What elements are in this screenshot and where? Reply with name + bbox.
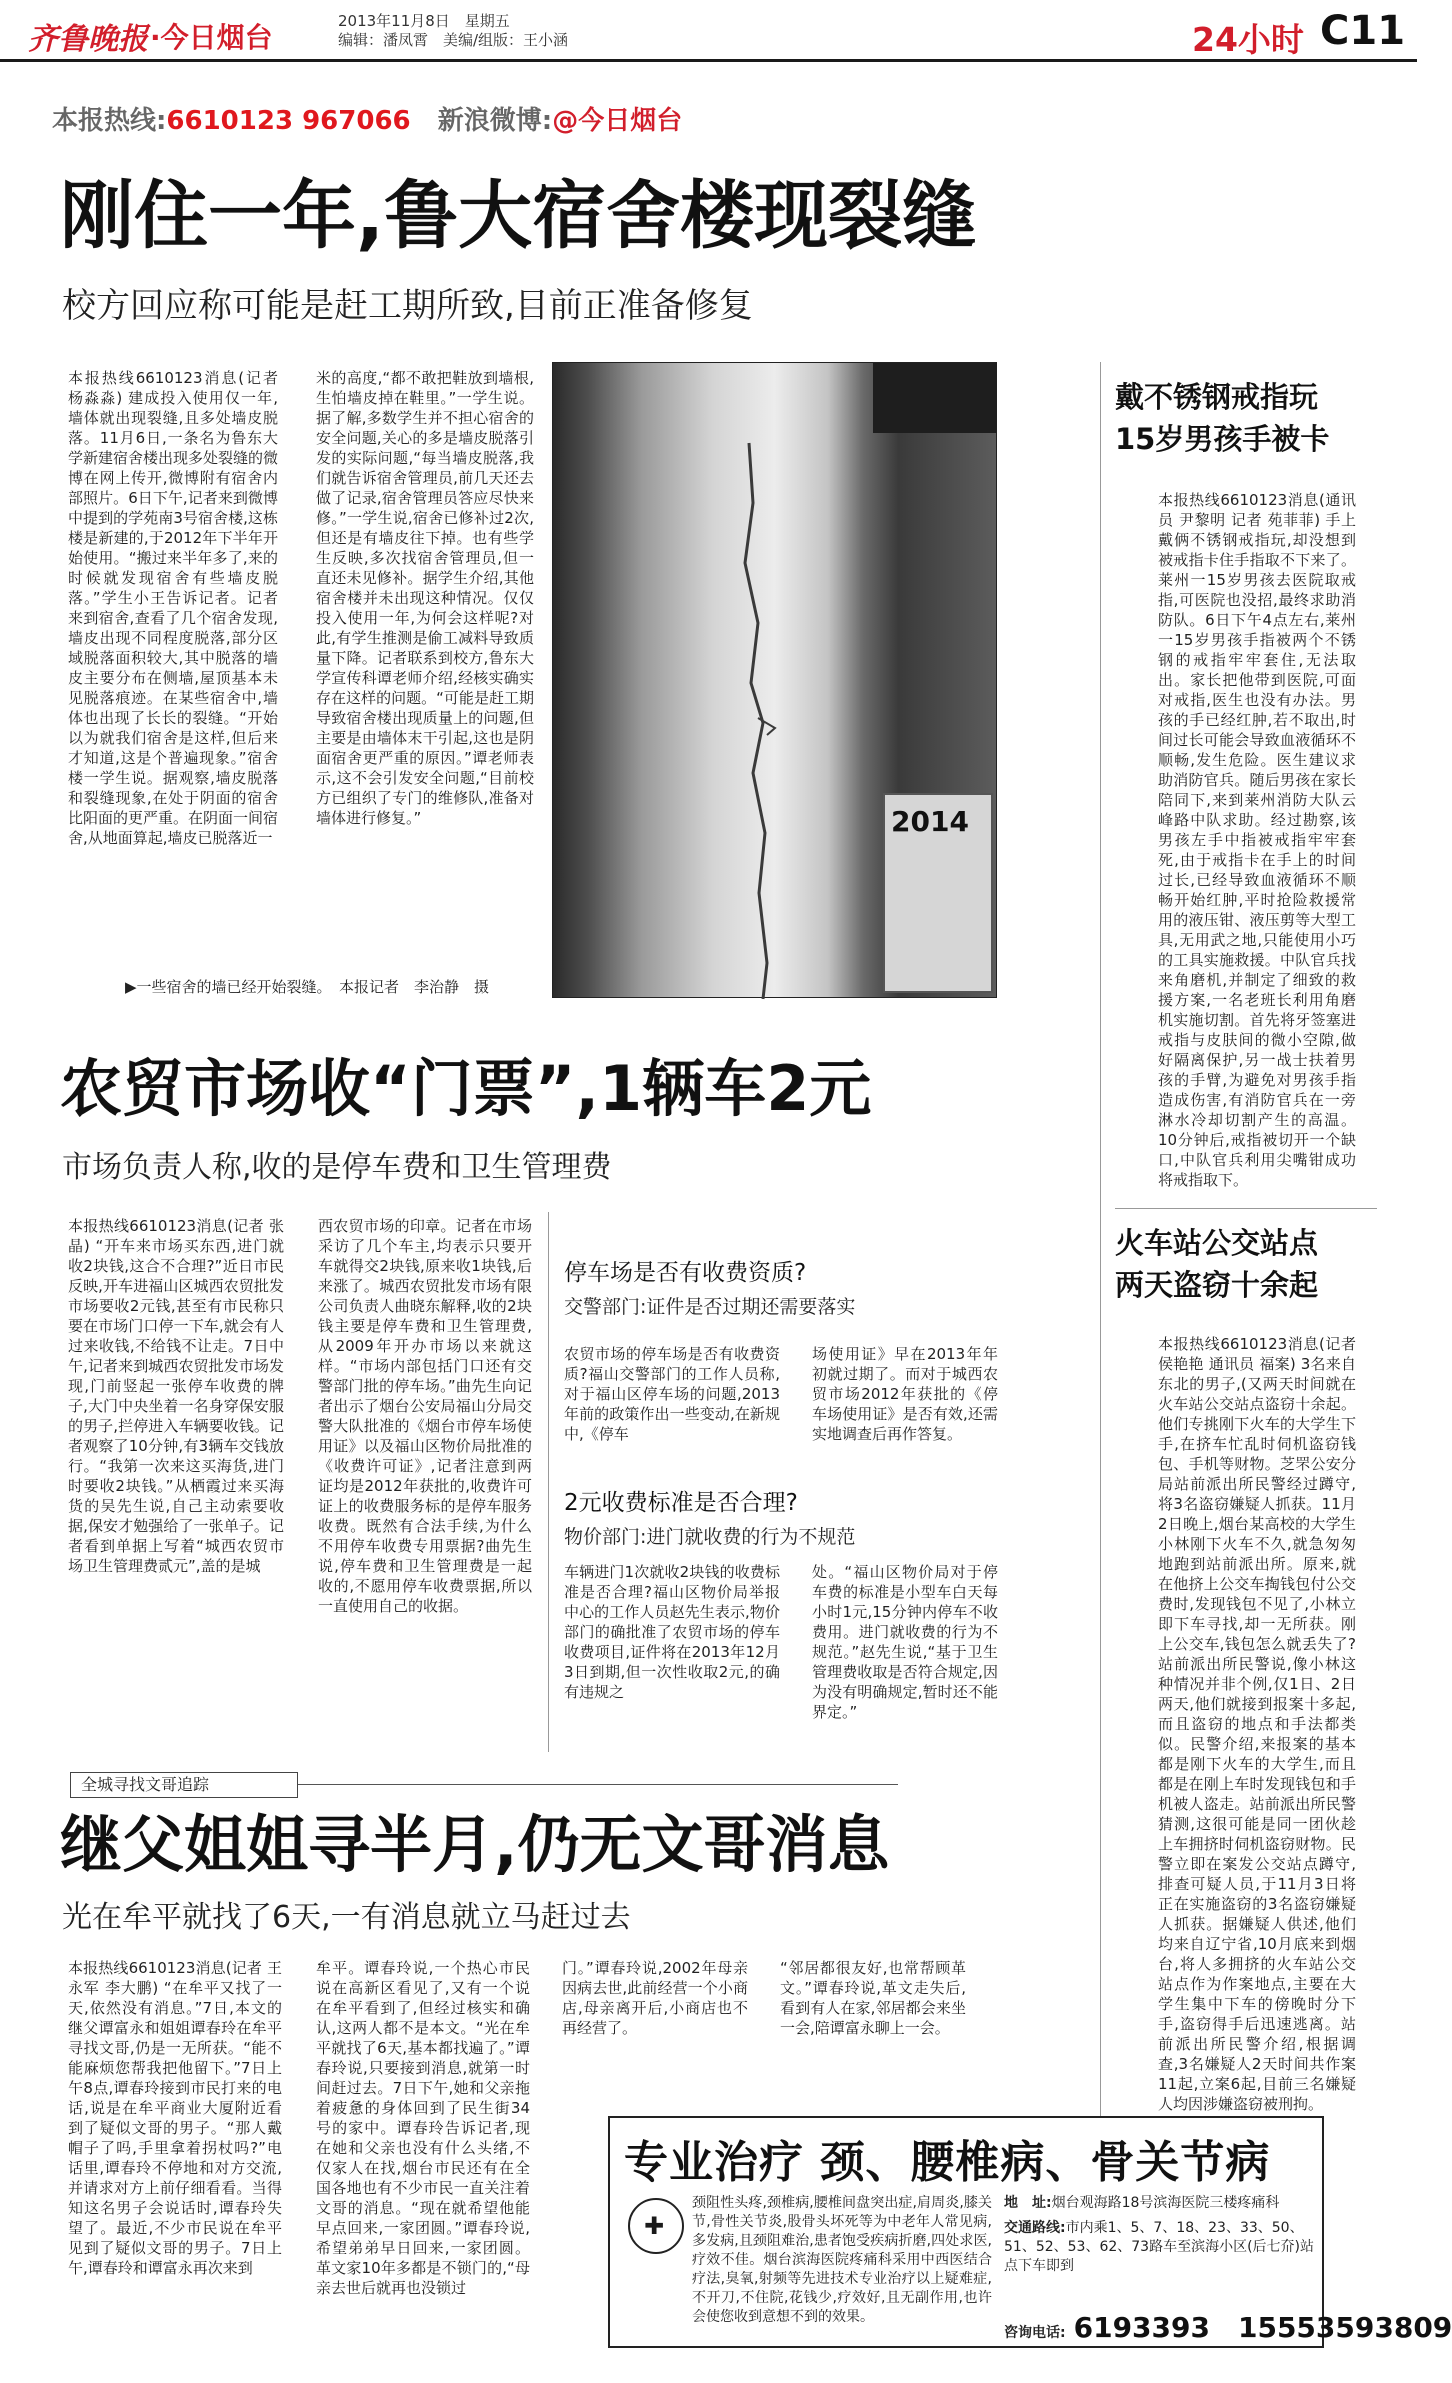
ad-description: 颈阻性头疼,颈椎病,腰椎间盘突出症,肩周炎,膝关节,骨性关节炎,股骨头坏死等为中老年人常见病,多发病,且颈阻难治,患者饱受疾病折磨,四处求医,疗效不佳。烟台滨海医院疼痛科采用中西医结合疗法,臭氧,射频等先进技术专业治疗以上疑难症,不开刀,不住院,花钱少,疗效好,且无副作用,也许会使您收到意想不到的效果。 <box>692 2195 992 2325</box>
hotline-numbers: 6610123 967066 <box>166 106 411 136</box>
ad-address: 烟台观海路18号滨海医院三楼疼痛科 <box>1051 2195 1280 2211</box>
page-number: C11 <box>1320 8 1406 54</box>
story2-side2-col1: 车辆进门1次就收2块钱的收费标准是否合理?福山区物价局举报中心的工作人员赵先生表示,物价部门的确批准了农贸市场的停车收费项目,证件将在2013年12月3日到期,但一次性收取2元,的确有违规之 <box>564 1563 780 1701</box>
story2-headline: 农贸市场收“门票”,1辆车2元 <box>60 1052 872 1125</box>
story2-side1-sub: 交警部门:证件是否过期还需要落实 <box>564 1296 856 1318</box>
story3-col1: 本报热线6610123消息(记者 王永军 李大鹏) “在牟平又找了一天,依然没有消息。”7日,本文的继父谭富永和姐姐谭春玲在牟平寻找文哥,仍是一无所获。“能不能麻烦您帮我把他留下。”7日上午8点,谭春玲接到市民打来的电话,说是在牟平商业大厦附近看到了疑似文哥的男子。“那人戴帽子了吗,手里拿着拐杖吗?”电话里,谭春玲不停地和对方交流,并请求对方上前仔细看看。当得知这名男子会说话时,谭春玲失望了。最近,不少市民说在牟平见到了疑似文哥的男子。7日上午,谭春玲和谭富永再次来到 <box>68 1959 282 2277</box>
story2-side1-col1: 农贸市场的停车场是否有收费资质?福山交警部门的工作人员称,对于福山区停车场的问题,2013年前的政策作出一些变动,在新规中,《停车 <box>564 1345 780 1443</box>
story1-photo-caption: ▶一些宿舍的墙已经开始裂缝。 本报记者 李治静 摄 <box>125 978 490 996</box>
ad-route: 市内乘1、5、7、18、23、33、50、51、52、53、62、73路车至滨海小区(后七夼)站点下车即到 <box>1004 2220 1314 2274</box>
staff-credits: 编辑：潘凤霄 美编/组版：王小涵 <box>338 31 569 49</box>
sidebar-divider <box>1115 1208 1377 1209</box>
story3-kicker: 全城寻找文哥追踪 <box>70 1772 298 1798</box>
ad-phone-numbers: 6193393 15553593809 <box>1073 2311 1452 2344</box>
story1-headline: 刚住一年,鲁大宿舍楼现裂缝 <box>60 173 977 259</box>
masthead-meta <box>338 12 568 50</box>
ad-route-label: 交通路线: <box>1004 2220 1066 2236</box>
story1-subhead: 校方回应称可能是赶工期所致,目前正准备修复 <box>62 286 753 326</box>
story2-side2-sub: 物价部门:进门就收费的行为不规范 <box>564 1526 856 1548</box>
section-name: ·今日烟台 <box>150 21 273 54</box>
story2-side2-title: 2元收费标准是否合理? <box>564 1490 798 1516</box>
hotline-label: 本报热线: <box>52 106 167 136</box>
ad-address-label: 地 址: <box>1004 2195 1052 2211</box>
sidebar1-title-line2: 15岁男孩手被卡 <box>1115 422 1330 456</box>
ad-contact-info <box>1004 2194 1316 2276</box>
sidebar-rule <box>1100 362 1101 2122</box>
dorm-wall-crack-photo <box>552 362 997 998</box>
weibo-label: 新浪微博: <box>437 106 553 136</box>
ad-phone-row <box>1004 2306 1452 2346</box>
hotline-bar <box>52 100 682 137</box>
masthead <box>0 0 1417 62</box>
story2-side1-title: 停车场是否有收费资质? <box>564 1260 807 1286</box>
story3-subhead: 光在牟平就找了6天,一有消息就立马赶过去 <box>62 1900 631 1935</box>
sidebar1-title-line1: 戴不锈钢戒指玩 <box>1115 380 1319 414</box>
story1-col1: 本报热线6610123消息(记者 杨淼淼) 建成投入使用仅一年,墙体就出现裂缝,且多处墙皮脱落。11月6日,一条名为鲁东大学新建宿舍楼出现多处裂缝的微博在网上传开,微博附有宿舍内部照片。6日下午,记者来到微博中提到的学苑南3号宿舍楼,这栋楼是新建的,于2012年下半年开始使用。“搬过来半年多了,来的时候就发现宿舍有些墙皮脱落。”学生小王告诉记者。记者来到宿舍,查看了几个宿舍发现,墙皮出现不同程度脱落,部分区域脱落面积较大,其中脱落的墙皮主要分布在侧墙,屋顶基本未见脱落痕迹。在某些宿舍中,墙体也出现了长长的裂缝。“开始以为就我们宿舍是这样,但后来才知道,这是个普遍现象。”宿舍楼一学生说。据观察,墙皮脱落和裂缝现象,在处于阴面的宿舍比阳面的更严重。在阴面一间宿舍,从地面算起,墙皮已脱落近一 <box>68 369 279 847</box>
story1-col2: 米的高度,“都不敢把鞋放到墙根,生怕墙皮掉在鞋里。”一学生说。据了解,多数学生并不担心宿舍的安全问题,关心的多是墙皮脱落引发的实际问题,“每当墙皮脱落,我们就告诉宿舍管理员,前几天还去做了记录,宿舍管理员答应尽快来修。”一学生说,宿舍已修补过2次,但还是有墙皮往下掉。也有些学生反映,多次找宿舍管理员,但一直还未见修补。据学生介绍,其他宿舍楼并未出现这种情况。仅仅投入使用一年,为何会这样呢?对此,有学生推测是偷工减料导致质量下降。记者联系到校方,鲁东大学宣传科谭老师介绍,经核实确实存在这样的问题。“可能是赶工期导致宿舍楼出现质量上的问题,但主要是由墙体末干引起,这也是阴面宿舍更严重的原因。”谭老师表示,这不会引发安全问题,“目前校方已组织了专门的维修队,准备对墙体进行修复。” <box>316 369 534 827</box>
issue-date: 2013年11月8日 星期五 <box>338 12 510 30</box>
wall-calendar <box>883 793 993 993</box>
sidebar1-body: 本报热线6610123消息(通讯员 尹黎明 记者 苑菲菲) 手上戴俩不锈钢戒指玩,却没想到被戒指卡住手指取不下来了。莱州一15岁男孩去医院取戒指,可医院也没招,最终求助消防队。6日下午4点左右,莱州一15岁男孩手指被两个不锈钢的戒指牢牢套住,无法取出。家长把他带到医院,可面对戒指,医生也没有办法。男孩的手已经红肿,若不取出,时间过长可能会导致血液循环不顺畅,发生危险。医生建议求助消防官兵。随后男孩在家长陪同下,来到莱州消防大队云峰路中队求助。经过勘察,该男孩左手中指被戒指牢牢套死,由于戒指卡在手上的时间过长,已经导致血液循环不顺畅开始红肿,平时抢险救援常用的液压钳、液压剪等大型工具,无用武之地,只能使用小巧的工具实施救援。中队官兵找来角磨机,并制定了细致的救援方案,一名老班长利用角磨机实施切割。首先将牙签塞进戒指与皮肤间的微小空隙,做好隔离保护,另一战士扶着男孩的手臂,为避免对男孩手指造成伤害,有消防官兵在一旁淋水冷却切割产生的高温。10分钟后,戒指被切开一个缺口,中队官兵利用尖嘴钳成功将戒指取下。 <box>1158 491 1356 1189</box>
calendar-year: 2014 <box>891 805 969 838</box>
hospital-logo-icon: ✚ <box>628 2198 684 2254</box>
story2-col2: 西农贸市场的印章。记者在市场采访了几个车主,均表示只要开车就得交2块钱,原来收1块钱,后来涨了。城西农贸批发市场有限公司负责人曲晓东解释,收的2块钱主要是停车费和卫生管理费,从2009年开办市场以来就这样。“市场内部包括门口还有交警部门批的停车场。”曲先生向记者出示了烟台公安局福山分局交警大队批准的《烟台市停车场使用证》以及福山区物价局批准的《收费许可证》,记者注意到两证均是2012年获批的,收费许可证上的收费服务标的是停车服务收费。既然有合法手续,为什么不用停车收费专用票据?曲先生说,停车费和卫生管理费是一起收的,不愿用停车收费票据,所以一直使用自己的收据。 <box>318 1217 532 1615</box>
story2-column-divider <box>548 1212 549 1752</box>
story3-col3: 门。”谭春玲说,2002年母亲因病去世,此前经营一个小商店,母亲离开后,小商店也不再经营了。 <box>562 1959 748 2037</box>
story3-col2: 牟平。谭春玲说,一个热心市民说在高新区看见了,又有一个说在牟平看到了,但经过核实和确认,这两人都不是本文。“光在牟平就找了6天,基本都找遍了。”谭春玲说,只要接到消息,就第一时间赶过去。7日下午,她和父亲拖着疲惫的身体回到了民生街34号的家中。谭春玲告诉记者,现在她和父亲也没有什么头绪,不仅家人在找,烟台市民还有在全国各地也有不少市民一直关注着文哥的消息。“现在就希望他能早点回来,一家团圆。”谭春玲说,希望弟弟早日回来,一家团圆。革文家10年多都是不锁门的,“母亲去世后就再也没锁过 <box>316 1959 530 2297</box>
story2-side2-col2: 处。“福山区物价局对于停车费的标准是小型车白天每小时1元,15分钟内停车不收费用。进门就收费的行为不规范。”赵先生说,“基于卫生管理费收取是否符合规定,因为没有明确规定,暂时还不能界定。” <box>812 1563 998 1721</box>
ad-phone-label: 咨询电话: <box>1004 2325 1066 2341</box>
section-right-label: 24小时 <box>1192 20 1304 59</box>
story2-side1-col2: 场使用证》早在2013年年初就过期了。而对于城西农贸市场2012年获批的《停车场使用证》是否有效,还需实地调查后再作答复。 <box>812 1345 998 1443</box>
newspaper-logo: 齐鲁晚报 <box>28 22 148 57</box>
story3-headline: 继父姐姐寻半月,仍无文哥消息 <box>60 1808 890 1881</box>
sidebar2-title-line1: 火车站公交站点 <box>1115 1226 1319 1260</box>
sidebar2-body: 本报热线6610123消息(记者 侯艳艳 通讯员 福案) 3名来自东北的男子,(又两天时间就在火车站公交站点盗窃十余起。他们专挑刚下火车的大学生下手,在挤车忙乱时伺机盗窃钱包、手机等财物。芝罘公安分局站前派出所民警经过蹲守,将3名盗窃嫌疑人抓获。11月2日晚上,烟台某高校的大学生小林刚下火车不久,就急匆匆地跑到站前派出所。原来,就在他挤上公交车掏钱包付公交费时,发现钱包不见了,小林立即下车寻找,却一无所获。刚上公交车,钱包怎么就丢失了?站前派出所民警说,像小林这种情况并非个例,仅1日、2日两天,他们就接到报案十多起,而且盗窃的地点和手法都类似。民警介绍,来报案的基本都是刚下火车的大学生,而且都是在刚上车时发现钱包和手机被人盗走。站前派出所民警猜测,这很可能是同一团伙趁上车拥挤时伺机盗窃财物。民警立即在案发公交站点蹲守,排查可疑人员,于11月3日将正在实施盗窃的3名盗窃嫌疑人抓获。据嫌疑人供述,他们均来自辽宁省,10月底来到烟台,将人多拥挤的火车站公交站点作为作案地点,主要在大学生集中下车的傍晚时分下手,盗窃得手后迅速逃离。站前派出所民警介绍,根据调查,3名嫌疑人2天时间共作案11起,立案6起,目前三名嫌疑人均因涉嫌盗窃被刑拘。 <box>1158 1335 1356 2113</box>
weibo-handle: @今日烟台 <box>552 106 683 136</box>
story2-subhead: 市场负责人称,收的是停车费和卫生管理费 <box>62 1150 612 1185</box>
ad-title: 专业治疗 颈、腰椎病、骨关节病 <box>624 2137 1271 2188</box>
hospital-advertisement <box>608 2116 1452 2348</box>
sidebar2-title-line2: 两天盗窃十余起 <box>1115 1268 1319 1302</box>
story2-col1: 本报热线6610123消息(记者 张晶) “开车来市场买东西,进门就收2块钱,这合不合理?”近日市民反映,开车进福山区城西农贸批发市场要收2元钱,甚至有市民称只要在市场门口停一下车,就会有人过来收钱,不给钱不让走。7日中午,记者来到城西农贸批发市场发现,门前竖起一张停车收费的牌子,大门中央坐着一名身穿保安服的男子,拦停进入车辆要收钱。记者观察了10分钟,有3辆车交钱放行。“我第一次来这买海货,进门时要收2块钱。”从栖霞过来买海货的吴先生说,自己主动索要收据,保安才勉强给了一张单子。记者看到单据上写着“城西农贸市场卫生管理费贰元”,盖的是城 <box>68 1217 284 1575</box>
story3-col4: “邻居都很友好,也常帮顾革文。”谭春玲说,革文走失后,看到有人在家,邻居都会来坐一会,陪谭富永聊上一会。 <box>780 1959 966 2037</box>
